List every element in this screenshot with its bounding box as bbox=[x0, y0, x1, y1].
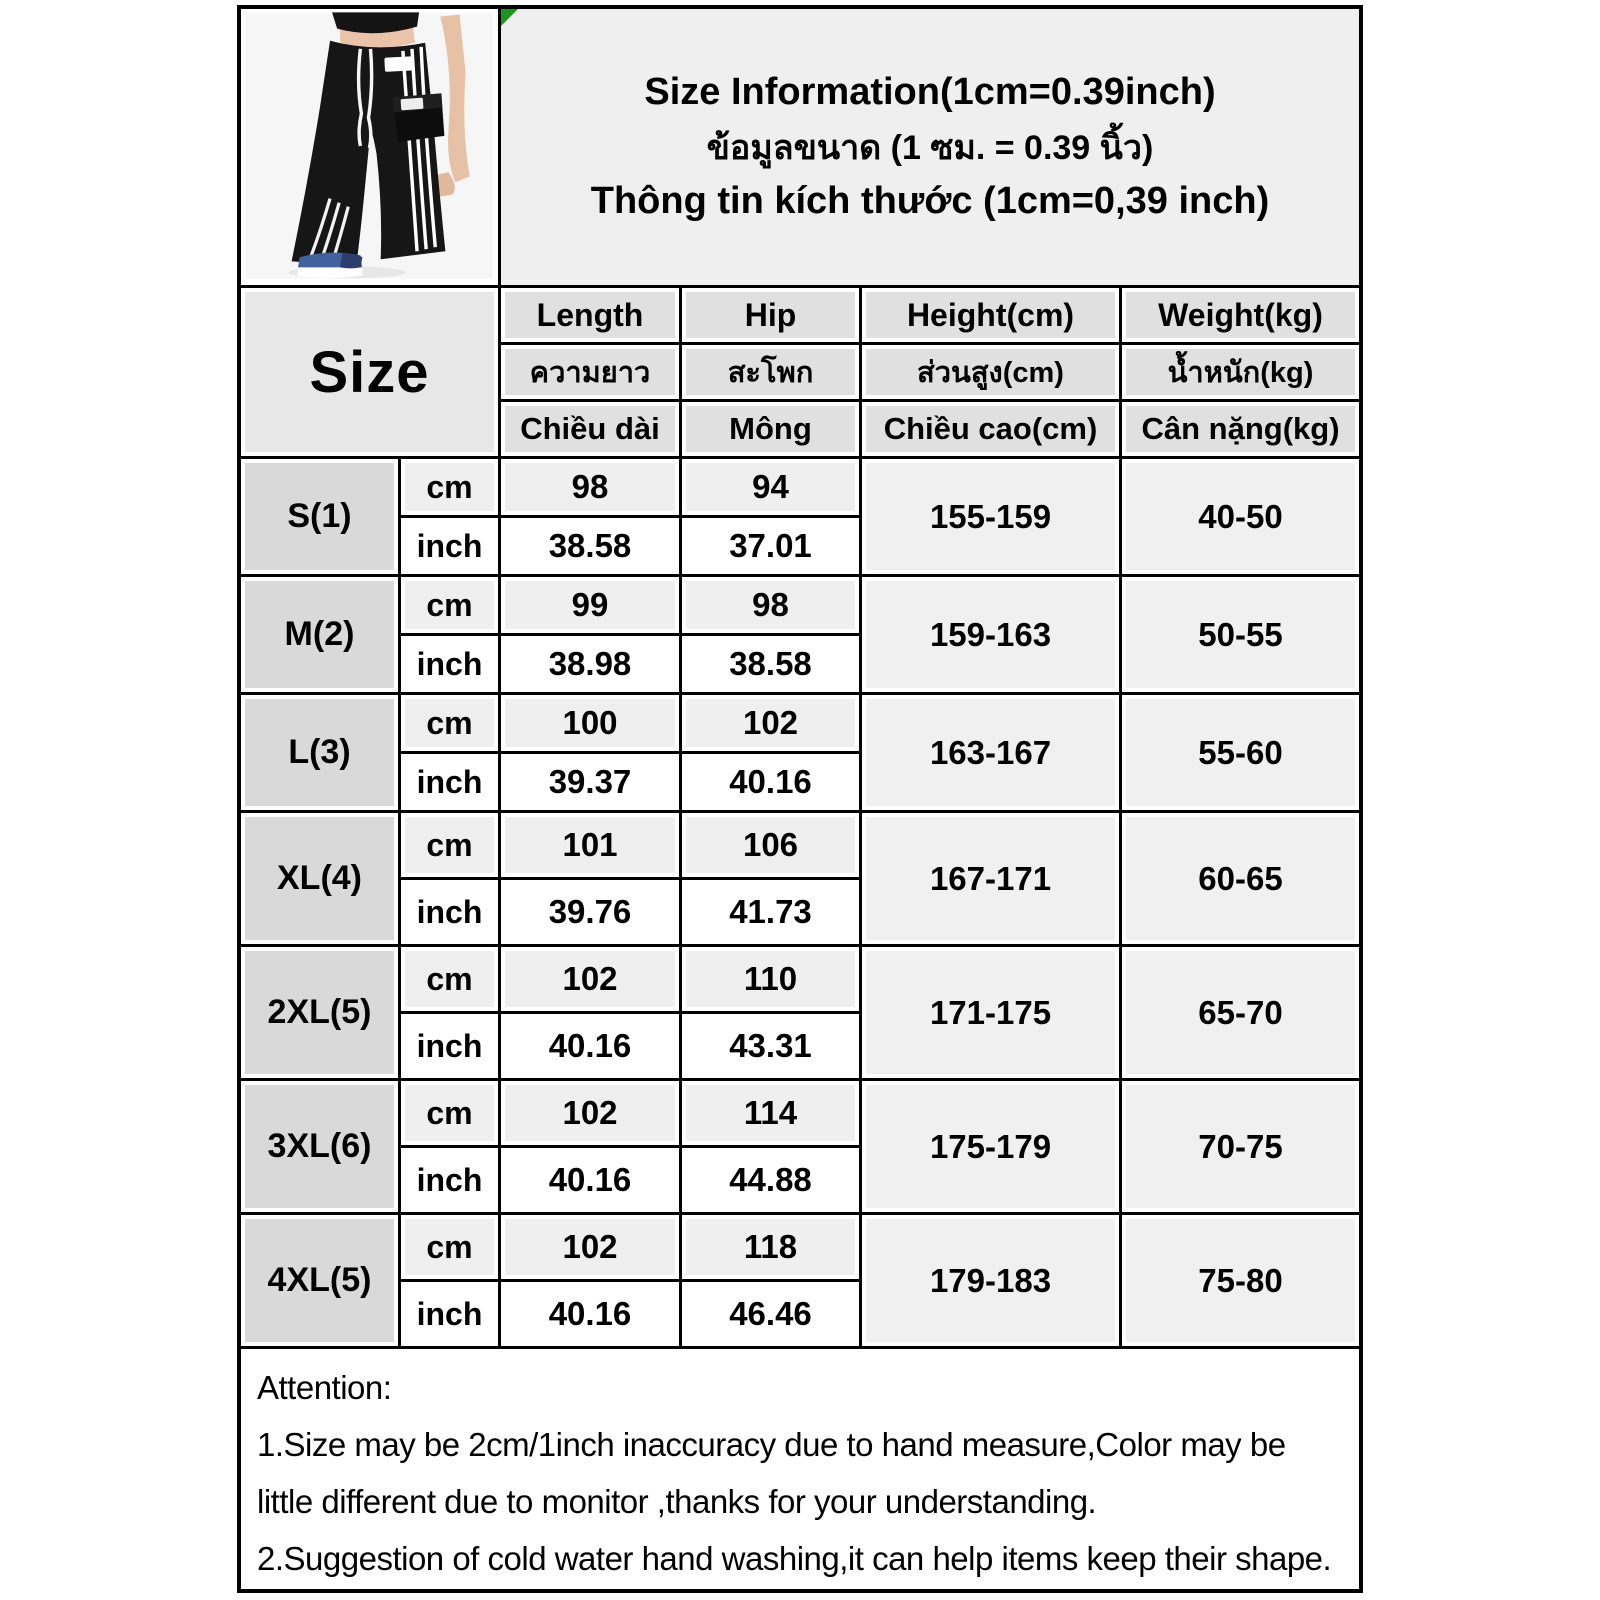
length-inch-value-l bbox=[501, 754, 679, 810]
length-vi-label: Chiều dài bbox=[520, 411, 660, 446]
hip-cm-value-4xl bbox=[682, 1215, 859, 1279]
height-th-label: ส่วนสูง(cm) bbox=[917, 357, 1064, 389]
length-inch-value-m bbox=[501, 636, 679, 692]
value: 65-70 bbox=[1198, 993, 1283, 1031]
height-range-m bbox=[862, 577, 1119, 692]
length-inch-value-2xl bbox=[501, 1014, 679, 1078]
length-inch-value-xl bbox=[501, 880, 679, 944]
unit-label: cm bbox=[426, 1094, 473, 1131]
size-row-label-m bbox=[241, 577, 398, 692]
value: 40.16 bbox=[548, 1027, 632, 1064]
unit-inch-label-xl bbox=[401, 880, 498, 944]
unit-label: inch bbox=[416, 1295, 483, 1332]
value: 38.98 bbox=[548, 645, 632, 682]
value: 98 bbox=[571, 468, 609, 505]
value: 118 bbox=[743, 1228, 798, 1265]
title-vietnamese: Thông tin kích thước (1cm=0,39 inch) bbox=[590, 180, 1270, 222]
col-header-height-th bbox=[862, 345, 1119, 399]
unit-inch-label-3xl bbox=[401, 1148, 498, 1212]
hip-inch-value-m bbox=[682, 636, 859, 692]
title-english: Size Information(1cm=0.39inch) bbox=[644, 71, 1216, 113]
unit-label: cm bbox=[426, 826, 473, 863]
size-row-label-2xl bbox=[241, 947, 398, 1078]
value: 55-60 bbox=[1198, 733, 1283, 771]
hip-cm-value-3xl bbox=[682, 1081, 859, 1145]
unit-cm-label-xl bbox=[401, 813, 498, 877]
value: 75-80 bbox=[1198, 1261, 1283, 1299]
hip-cm-value-2xl bbox=[682, 947, 859, 1011]
weight-en-label: Weight(kg) bbox=[1158, 296, 1323, 333]
unit-label: cm bbox=[426, 704, 473, 741]
value: 101 bbox=[562, 826, 618, 863]
length-cm-value-l bbox=[501, 695, 679, 751]
unit-inch-label-2xl bbox=[401, 1014, 498, 1078]
unit-label: inch bbox=[416, 763, 483, 800]
value: 40.16 bbox=[729, 763, 812, 800]
hip-cm-value-s bbox=[682, 459, 859, 515]
length-inch-value-s bbox=[501, 518, 679, 574]
title-block bbox=[501, 9, 1359, 285]
unit-inch-label-4xl bbox=[401, 1282, 498, 1346]
value: 44.88 bbox=[729, 1161, 812, 1198]
value: 38.58 bbox=[729, 645, 812, 682]
size-label: 2XL(5) bbox=[267, 993, 372, 1031]
cell-corner-marker-icon bbox=[501, 9, 518, 26]
size-label: S(1) bbox=[287, 497, 352, 535]
value: 39.76 bbox=[548, 893, 632, 930]
unit-label: cm bbox=[426, 960, 473, 997]
height-range-4xl bbox=[862, 1215, 1119, 1346]
length-cm-value-s bbox=[501, 459, 679, 515]
size-label: M(2) bbox=[284, 615, 355, 653]
size-row-label-xl bbox=[241, 813, 398, 944]
hip-inch-value-l bbox=[682, 754, 859, 810]
unit-label: inch bbox=[416, 1161, 483, 1198]
size-row-label-l bbox=[241, 695, 398, 810]
size-label: XL(4) bbox=[277, 859, 362, 897]
value: 175-179 bbox=[929, 1127, 1052, 1165]
weight-range-s bbox=[1122, 459, 1359, 574]
length-inch-value-4xl bbox=[501, 1282, 679, 1346]
attention-item-1: 1.Size may be 2cm/1inch inaccuracy due to hand measure,Color may be little different due to monitor ,thanks for your understanding. bbox=[257, 1426, 1286, 1520]
weight-range-4xl bbox=[1122, 1215, 1359, 1346]
value: 110 bbox=[743, 960, 798, 997]
value: 40.16 bbox=[548, 1295, 632, 1332]
col-header-length-en bbox=[501, 288, 679, 342]
title-thai: ข้อมูลขนาด (1 ซม. = 0.39 นิ้ว) bbox=[706, 129, 1154, 167]
unit-label: inch bbox=[416, 1027, 483, 1064]
height-range-l bbox=[862, 695, 1119, 810]
unit-inch-label-l bbox=[401, 754, 498, 810]
unit-label: cm bbox=[426, 586, 473, 623]
length-cm-value-2xl bbox=[501, 947, 679, 1011]
col-header-weight-vi bbox=[1122, 402, 1359, 456]
unit-cm-label-3xl bbox=[401, 1081, 498, 1145]
unit-cm-label-2xl bbox=[401, 947, 498, 1011]
value: 167-171 bbox=[929, 859, 1052, 897]
value: 102 bbox=[562, 960, 618, 997]
size-label: 3XL(6) bbox=[267, 1127, 372, 1165]
unit-cm-label-4xl bbox=[401, 1215, 498, 1279]
hip-th-label: สะโพก bbox=[727, 357, 814, 389]
value: 38.58 bbox=[548, 527, 632, 564]
value: 98 bbox=[752, 586, 789, 623]
unit-label: cm bbox=[426, 468, 473, 505]
col-header-hip-en bbox=[682, 288, 859, 342]
col-header-height-en bbox=[862, 288, 1119, 342]
value: 60-65 bbox=[1198, 859, 1283, 897]
value: 102 bbox=[562, 1228, 618, 1265]
weight-th-label: น้ำหนัก(kg) bbox=[1167, 357, 1314, 389]
hip-vi-label: Mông bbox=[729, 411, 812, 446]
value: 99 bbox=[571, 586, 609, 623]
value: 46.46 bbox=[729, 1295, 812, 1332]
hip-inch-value-xl bbox=[682, 880, 859, 944]
hip-cm-value-xl bbox=[682, 813, 859, 877]
value: 179-183 bbox=[929, 1261, 1052, 1299]
value: 102 bbox=[562, 1094, 618, 1131]
value: 102 bbox=[742, 704, 799, 741]
length-en-label: Length bbox=[536, 296, 644, 333]
weight-range-2xl bbox=[1122, 947, 1359, 1078]
unit-label: inch bbox=[416, 645, 483, 682]
col-header-weight-en bbox=[1122, 288, 1359, 342]
attention-item-2: 2.Suggestion of cold water hand washing,it can help items keep their shape. bbox=[257, 1540, 1332, 1577]
height-en-label: Height(cm) bbox=[906, 296, 1075, 333]
value: 50-55 bbox=[1198, 615, 1283, 653]
value: 159-163 bbox=[929, 615, 1052, 653]
size-label: L(3) bbox=[288, 733, 351, 771]
weight-range-l bbox=[1122, 695, 1359, 810]
col-header-hip-vi bbox=[682, 402, 859, 456]
value: 43.31 bbox=[729, 1027, 812, 1064]
value: 70-75 bbox=[1198, 1127, 1283, 1165]
unit-label: cm bbox=[426, 1228, 473, 1265]
unit-inch-label-s bbox=[401, 518, 498, 574]
value: 94 bbox=[752, 468, 789, 505]
height-range-s bbox=[862, 459, 1119, 574]
size-row-label-s bbox=[241, 459, 398, 574]
unit-label: inch bbox=[416, 527, 483, 564]
size-row-label-3xl bbox=[241, 1081, 398, 1212]
size-row-label-4xl bbox=[241, 1215, 398, 1346]
unit-cm-label-s bbox=[401, 459, 498, 515]
hip-en-label: Hip bbox=[744, 296, 797, 333]
value: 41.73 bbox=[729, 893, 812, 930]
hip-inch-value-2xl bbox=[682, 1014, 859, 1078]
height-range-3xl bbox=[862, 1081, 1119, 1212]
weight-range-xl bbox=[1122, 813, 1359, 944]
hip-cm-value-l bbox=[682, 695, 859, 751]
col-header-height-vi bbox=[862, 402, 1119, 456]
product-photo-illustration bbox=[241, 9, 498, 285]
value: 40-50 bbox=[1198, 497, 1283, 535]
length-cm-value-3xl bbox=[501, 1081, 679, 1145]
value: 40.16 bbox=[548, 1161, 632, 1198]
hip-inch-value-3xl bbox=[682, 1148, 859, 1212]
attention-heading: Attention: bbox=[257, 1369, 392, 1406]
unit-inch-label-m bbox=[401, 636, 498, 692]
length-inch-value-3xl bbox=[501, 1148, 679, 1212]
col-header-length-vi bbox=[501, 402, 679, 456]
value: 106 bbox=[742, 826, 799, 863]
length-cm-value-xl bbox=[501, 813, 679, 877]
hip-cm-value-m bbox=[682, 577, 859, 633]
weight-range-m bbox=[1122, 577, 1359, 692]
value: 163-167 bbox=[929, 733, 1052, 771]
col-header-hip-th bbox=[682, 345, 859, 399]
length-th-label: ความยาว bbox=[529, 357, 651, 389]
value: 171-175 bbox=[929, 993, 1052, 1031]
col-header-weight-th bbox=[1122, 345, 1359, 399]
attention-note bbox=[241, 1349, 1359, 1589]
height-range-2xl bbox=[862, 947, 1119, 1078]
unit-label: inch bbox=[416, 893, 483, 930]
col-header-length-th bbox=[501, 345, 679, 399]
hip-inch-value-4xl bbox=[682, 1282, 859, 1346]
length-cm-value-m bbox=[501, 577, 679, 633]
value: 37.01 bbox=[729, 527, 812, 564]
unit-cm-label-m bbox=[401, 577, 498, 633]
size-header-label: Size bbox=[309, 339, 430, 405]
length-cm-value-4xl bbox=[501, 1215, 679, 1279]
value: 100 bbox=[562, 704, 618, 741]
hip-inch-value-s bbox=[682, 518, 859, 574]
value: 155-159 bbox=[929, 497, 1052, 535]
size-column-header bbox=[241, 288, 498, 456]
value: 39.37 bbox=[548, 763, 632, 800]
height-range-xl bbox=[862, 813, 1119, 944]
unit-cm-label-l bbox=[401, 695, 498, 751]
value: 114 bbox=[743, 1094, 798, 1131]
product-photo bbox=[241, 9, 498, 285]
size-label: 4XL(5) bbox=[267, 1261, 372, 1299]
weight-vi-label: Cân nặng(kg) bbox=[1141, 411, 1340, 446]
weight-range-3xl bbox=[1122, 1081, 1359, 1212]
height-vi-label: Chiều cao(cm) bbox=[883, 411, 1098, 446]
size-chart-table bbox=[237, 5, 1363, 1593]
